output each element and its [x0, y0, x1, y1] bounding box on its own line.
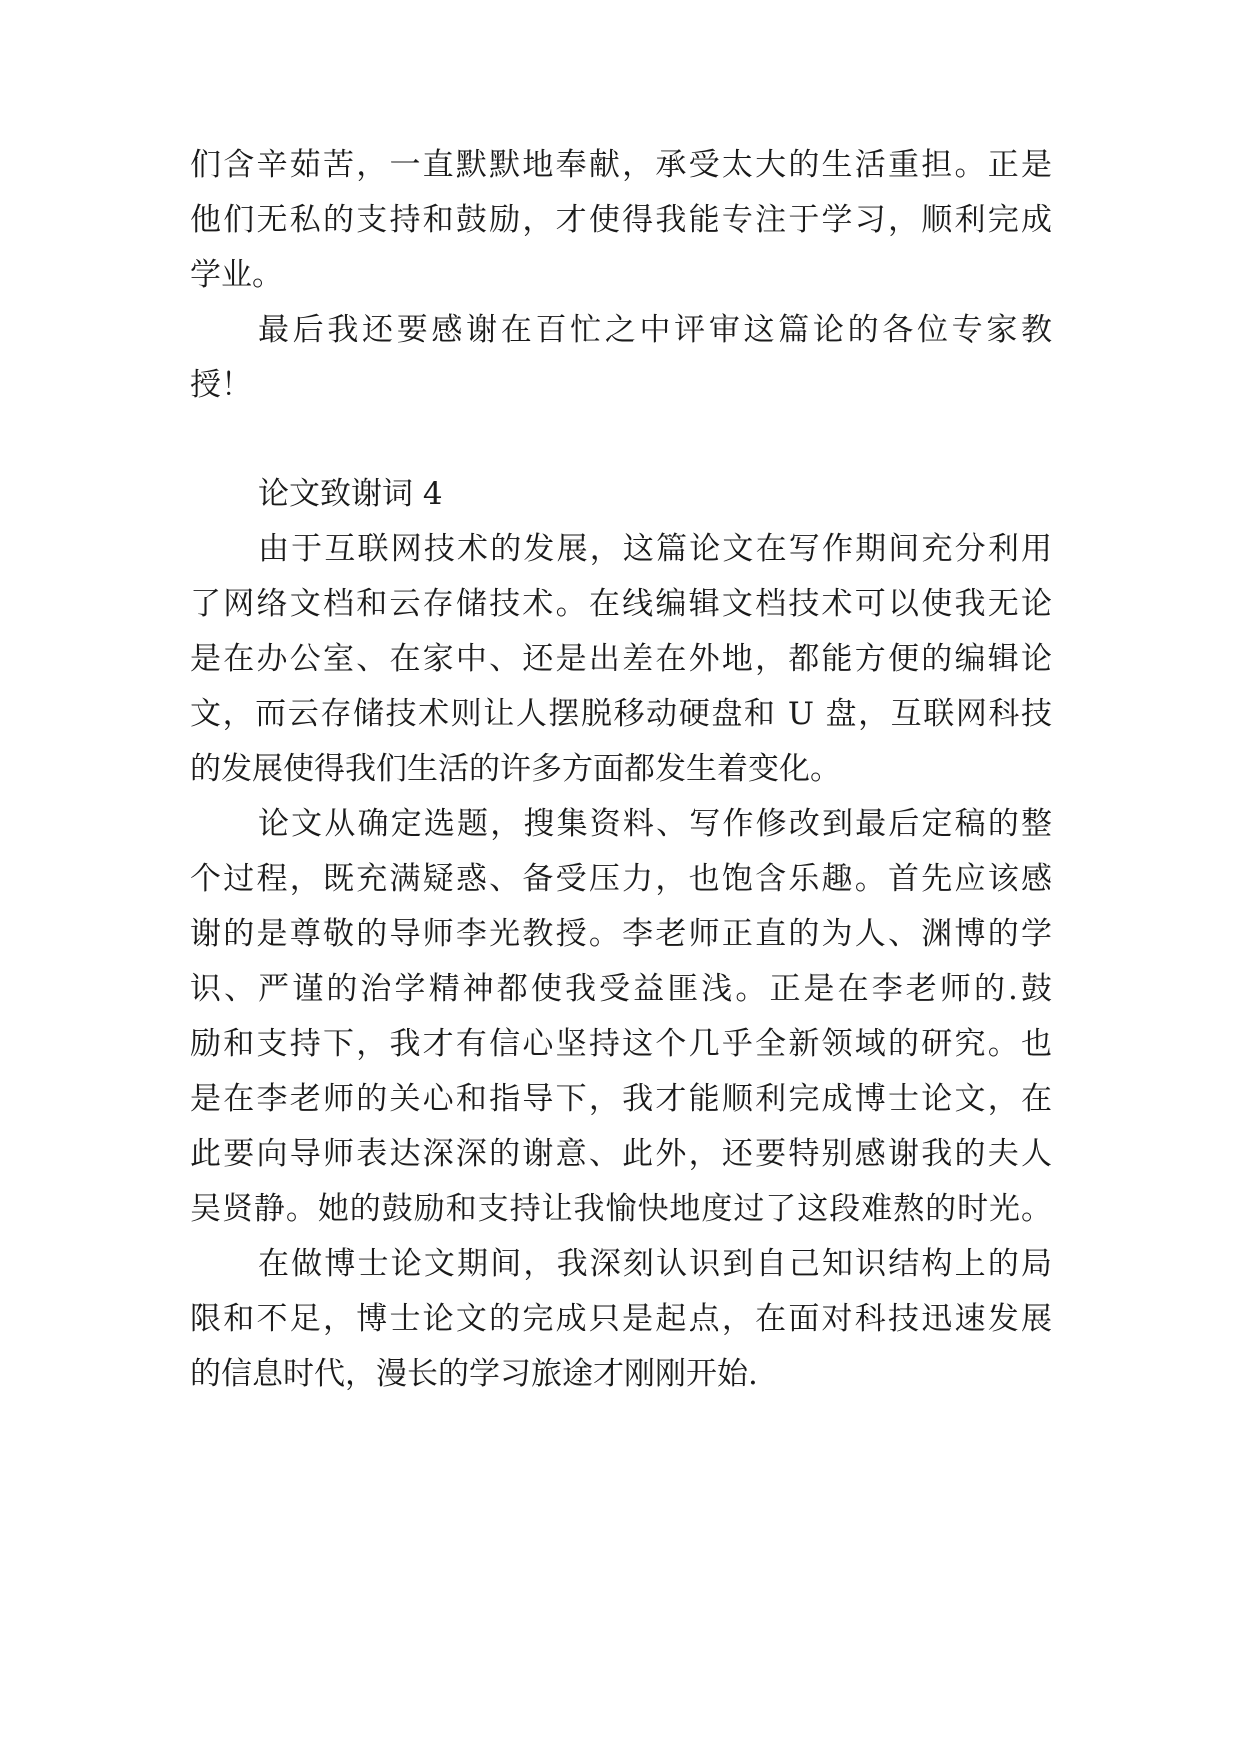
paragraph-line: 的发展使得我们生活的许多方面都发生着变化。: [190, 751, 841, 787]
paragraph-line: 由于互联网技术的发展，这篇论文在写作期间充分利用: [258, 531, 1052, 567]
paragraph-line: 是在李老师的关心和指导下，我才能顺利完成博士论文，在: [190, 1081, 1052, 1117]
paragraph-line: 谢的是尊敬的导师李光教授。李老师正直的为人、渊博的学: [190, 916, 1052, 952]
paragraph-line: 授！: [190, 367, 252, 403]
paragraph-line: 的信息时代，漫长的学习旅途才刚刚开始.: [190, 1356, 758, 1392]
paragraph-line: 励和支持下，我才有信心坚持这个几乎全新领域的研究。也: [190, 1026, 1052, 1062]
section-title: 论文致谢词 4: [258, 476, 443, 512]
paragraph-line: 个过程，既充满疑惑、备受压力，也饱含乐趣。首先应该感: [190, 861, 1052, 897]
paragraph-line: 是在办公室、在家中、还是出差在外地，都能方便的编辑论: [190, 641, 1052, 677]
paragraph-line: 论文从确定选题，搜集资料、写作修改到最后定稿的整: [258, 806, 1052, 842]
paragraph-line: 学业。: [190, 257, 283, 293]
paragraph-line: 文，而云存储技术则让人摆脱移动硬盘和 U 盘，互联网科技: [190, 696, 1052, 732]
paragraph-line: 识、严谨的治学精神都使我受益匪浅。正是在李老师的.鼓: [190, 971, 1052, 1007]
paragraph-line: 吴贤静。她的鼓励和支持让我愉快地度过了这段难熬的时光。: [190, 1191, 1052, 1227]
paragraph-line: 了网络文档和云存储技术。在线编辑文档技术可以使我无论: [190, 586, 1052, 622]
paragraph-line: 们含辛茹苦，一直默默地奉献，承受太大的生活重担。正是: [190, 147, 1052, 183]
paragraph-line: 此要向导师表达深深的谢意、此外，还要特别感谢我的夫人: [190, 1136, 1052, 1172]
paragraph-line: 他们无私的支持和鼓励，才使得我能专注于学习，顺利完成: [190, 202, 1052, 238]
paragraph-line: 限和不足，博士论文的完成只是起点，在面对科技迅速发展: [190, 1301, 1052, 1337]
paragraph-line: 最后我还要感谢在百忙之中评审这篇论的各位专家教: [258, 312, 1052, 348]
paragraph-line: 在做博士论文期间，我深刻认识到自己知识结构上的局: [258, 1246, 1052, 1282]
